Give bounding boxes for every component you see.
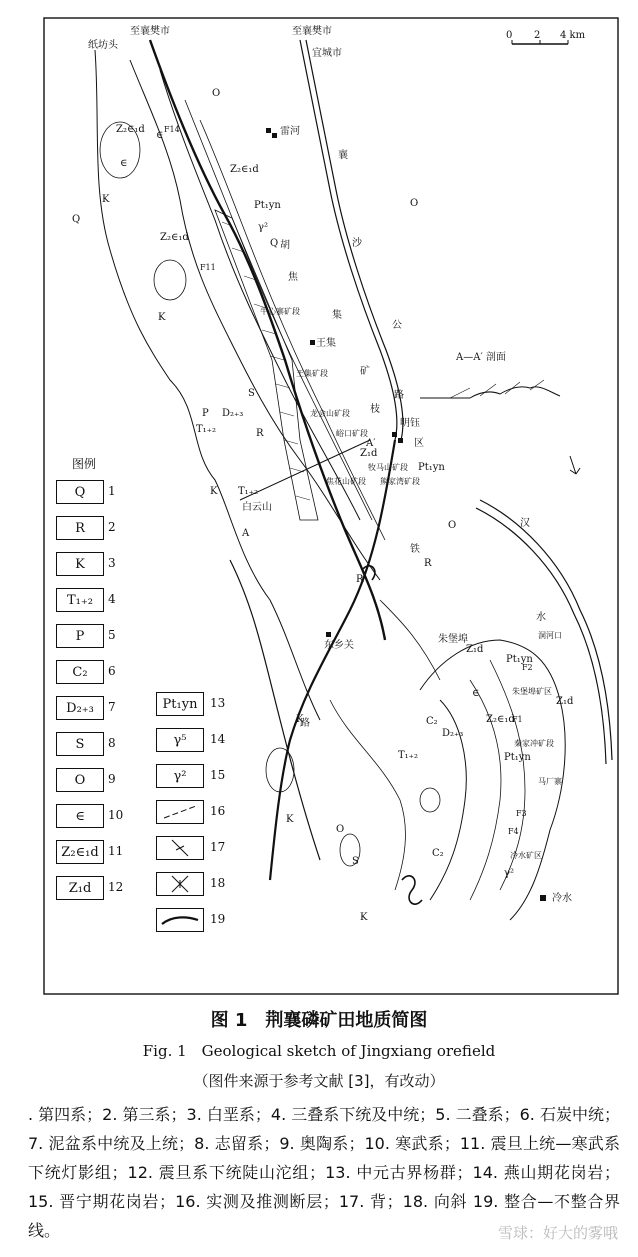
unit-label: C₂ <box>426 716 438 727</box>
fault-label: F2 <box>522 663 533 672</box>
section-title: A—A′ 剖面 <box>456 352 506 363</box>
unit-label: Q <box>72 214 81 225</box>
unit-label: K <box>296 714 304 725</box>
rail-label: 区 <box>414 438 424 449</box>
ore-section-label: 朱堡埠矿区 <box>512 687 552 696</box>
unit-label: Z₁d <box>556 696 574 707</box>
legend-title: 图例 <box>72 457 97 471</box>
ore-section-label: 峪口矿段 <box>336 429 368 438</box>
legend-number: 5 <box>108 628 116 642</box>
cross-section-inset <box>420 380 560 398</box>
town-label: 王集 <box>316 338 336 349</box>
syncline-symbol <box>402 876 422 904</box>
unit-label: R <box>256 428 264 439</box>
unit-label: ∈ <box>120 158 128 169</box>
town-symbol <box>392 432 397 437</box>
ore-section-label: 冷水矿区 <box>510 851 542 860</box>
ore-section-label: 牛心寨矿段 <box>260 307 300 316</box>
town-symbol <box>272 133 277 138</box>
ore-section-label: 秦家冲矿段 <box>514 739 554 748</box>
legend-swatch: Pt₁yn <box>156 692 204 716</box>
figure-source: （图件来源于参考文献 [3]，有改动） <box>193 1072 445 1090</box>
legend-number: 1 <box>108 484 116 498</box>
unit-label: Z₁d <box>466 644 484 655</box>
legend-number: 4 <box>108 592 116 606</box>
legend-swatch <box>156 908 204 932</box>
legend-number: 13 <box>210 696 226 710</box>
city-label: 宜城市 <box>312 48 342 59</box>
unit-label: O <box>212 88 221 99</box>
legend-swatch: γ⁵ <box>156 728 204 752</box>
road-label: 襄 <box>338 150 348 161</box>
legend-number: 14 <box>210 732 226 746</box>
town-symbol <box>326 632 331 637</box>
unit-label: K <box>102 194 110 205</box>
legend-number: 11 <box>108 844 124 858</box>
unit-label: O <box>448 520 457 531</box>
legend-swatch: Z₁d <box>56 876 104 900</box>
unit-label: Z₂∈₁d <box>486 714 515 725</box>
fault-label: F3 <box>516 809 527 818</box>
fault-label: F11 <box>200 263 216 272</box>
flow-arrow <box>570 456 580 474</box>
legend-swatch: T₁₊₂ <box>56 588 104 612</box>
figure-title-zh: 图 1 荆襄磷矿田地质简图 <box>210 1010 428 1031</box>
fault-label: F14 <box>164 125 180 134</box>
geologic-boundary <box>330 700 405 890</box>
road-label: 路 <box>394 390 404 401</box>
fault-label: F4 <box>508 827 519 836</box>
ore-section-label: 牧马山矿段 <box>368 463 408 472</box>
ore-section-label: 熊家湾矿段 <box>380 477 420 486</box>
unit-label: Pt₁yn <box>418 462 445 473</box>
legend-number: 19 <box>210 912 226 926</box>
town-symbol <box>310 340 315 345</box>
unit-label: K <box>158 312 166 323</box>
unit-label: R <box>356 574 364 585</box>
town-symbol <box>266 128 271 133</box>
scale-label: 0 <box>506 30 513 41</box>
legend-swatch: O <box>56 768 104 792</box>
unit-label: Pt₁yn <box>254 200 281 211</box>
unit-label: Z₂∈₁d <box>230 164 259 175</box>
place-label: 东乡关 <box>324 640 354 651</box>
legend-swatch: P <box>56 624 104 648</box>
legend-swatch <box>156 800 204 824</box>
town-label: 雷河 <box>280 126 300 137</box>
river-label: 水 <box>536 612 546 623</box>
outlier-body <box>420 788 440 812</box>
ore-belt <box>215 210 318 520</box>
legend-number: 15 <box>210 768 226 782</box>
road-line <box>230 560 320 860</box>
road-label: 沙 <box>352 238 362 249</box>
unit-label: ∈ <box>472 688 480 699</box>
legend-swatch: K <box>56 552 104 576</box>
legend-swatch: C₂ <box>56 660 104 684</box>
section-end-label: A <box>242 528 250 539</box>
city-label: 至襄樊市 <box>292 26 332 37</box>
legend-number: 12 <box>108 880 124 894</box>
legend-swatch: S <box>56 732 104 756</box>
unit-label: Pt₁yn <box>506 654 533 665</box>
rail-label: 铁 <box>410 544 420 555</box>
unit-label: T₁₊₂ <box>398 750 418 761</box>
geologic-boundary <box>470 680 501 900</box>
unit-label: R <box>424 558 432 569</box>
unit-label: Z₁d <box>360 448 378 459</box>
legend-swatch <box>156 836 204 860</box>
unit-label: Z₂∈₁d <box>160 232 189 243</box>
road-label: 公 <box>392 320 402 331</box>
figure-title-en: Fig. 1 Geological sketch of Jingxiang orefield <box>142 1042 496 1060</box>
rail-label: 胡 <box>280 240 290 251</box>
rail-label: 集 <box>332 310 342 321</box>
unit-label: S <box>248 388 255 399</box>
unit-label: O <box>410 198 419 209</box>
town-label: 朱堡埠 <box>438 634 468 645</box>
legend-swatch: Z₂∈₁d <box>56 840 104 864</box>
unit-label: T₁₊₂ <box>238 486 258 497</box>
scale-label: 4 km <box>560 30 586 41</box>
legend-number: 17 <box>210 840 226 854</box>
legend-swatch: D₂₊₃ <box>56 696 104 720</box>
unit-label: K <box>286 814 294 825</box>
rail-label: 矿 <box>360 366 370 377</box>
unit-label: γ² <box>504 868 514 879</box>
river-label: 汉 <box>520 518 530 529</box>
town-symbol <box>540 895 546 901</box>
legend-description: . 第四系；2. 第三系；3. 白垩系；4. 三叠系下统及中统；5. 二叠系；6. 石炭中统；7. 泥盆系中统及上统；8. 志留系；9. 奥陶系；10. 寒武系；11. 震旦上统—寒武系下统灯影组；12. 震旦系下统陡山沱组；13. 中元古界杨群；14. 燕山期花岗岩；15. 晋宁期花岗岩；16. 实测及推测断层；17. 背；18. 向斜 19. 整合—不整合界线。 <box>28 1105 620 1240</box>
legend-number: 6 <box>108 664 116 678</box>
unit-label: O <box>336 824 345 835</box>
legend-number: 8 <box>108 736 116 750</box>
legend-number: 18 <box>210 876 226 890</box>
legend-number: 16 <box>210 804 226 818</box>
legend-number: 2 <box>108 520 116 534</box>
town-label: 明钰 <box>400 418 420 429</box>
watermark: 雪球：好大的雾哦 <box>497 1224 618 1242</box>
town-label: 冷水 <box>552 893 572 904</box>
place-label: 白云山 <box>242 502 272 513</box>
unit-label: K <box>360 912 368 923</box>
syncline-icon <box>158 874 202 894</box>
place-label: 马厂寨 <box>538 777 562 786</box>
unit-label: S <box>352 856 359 867</box>
unit-label: D₂₊₃ <box>222 408 244 419</box>
rail-label: 枝 <box>370 404 380 415</box>
unit-label: D₂₊₃ <box>442 728 464 739</box>
legend-swatch <box>156 872 204 896</box>
ore-section-label: 焦花山矿段 <box>326 477 366 486</box>
town-symbol <box>398 438 403 443</box>
unit-label: ∈ <box>156 130 164 141</box>
unit-label: K <box>210 486 218 497</box>
unconformity-icon <box>158 910 202 930</box>
fault-label: F1 <box>512 715 523 724</box>
geologic-boundary <box>160 70 360 520</box>
geologic-boundary <box>380 600 440 680</box>
rail-label: 焦 <box>288 272 298 283</box>
ore-section-label: 龙会山矿段 <box>310 409 350 418</box>
legend-number: 9 <box>108 772 116 786</box>
scale-label: 2 <box>534 30 541 41</box>
unit-label: Q <box>270 238 279 249</box>
legend-number: 3 <box>108 556 116 570</box>
fault-line-icon <box>158 802 202 822</box>
unit-label: T₁₊₂ <box>196 424 216 435</box>
unit-label: γ² <box>258 222 268 233</box>
geologic-boundary <box>95 50 320 720</box>
city-label: 至襄樊市 <box>130 26 170 37</box>
ore-section-label: 王集矿段 <box>296 369 328 378</box>
legend-number: 10 <box>108 808 124 822</box>
legend-swatch: Q <box>56 480 104 504</box>
unit-label: Z₂∈₁d <box>116 124 145 135</box>
anticline-icon <box>158 838 202 858</box>
outlier-body <box>154 260 186 300</box>
rail-label: 路 <box>300 718 310 729</box>
legend-swatch: γ² <box>156 764 204 788</box>
unit-label: P <box>202 408 209 419</box>
legend-number: 7 <box>108 700 116 714</box>
town-label: 纸坊头 <box>88 40 118 51</box>
unit-label: Pt₁yn <box>504 752 531 763</box>
legend-swatch: ∈ <box>56 804 104 828</box>
section-end-label: A′ <box>366 438 376 449</box>
unit-label: C₂ <box>432 848 444 859</box>
place-label: 洞河口 <box>538 631 562 640</box>
legend-swatch: R <box>56 516 104 540</box>
